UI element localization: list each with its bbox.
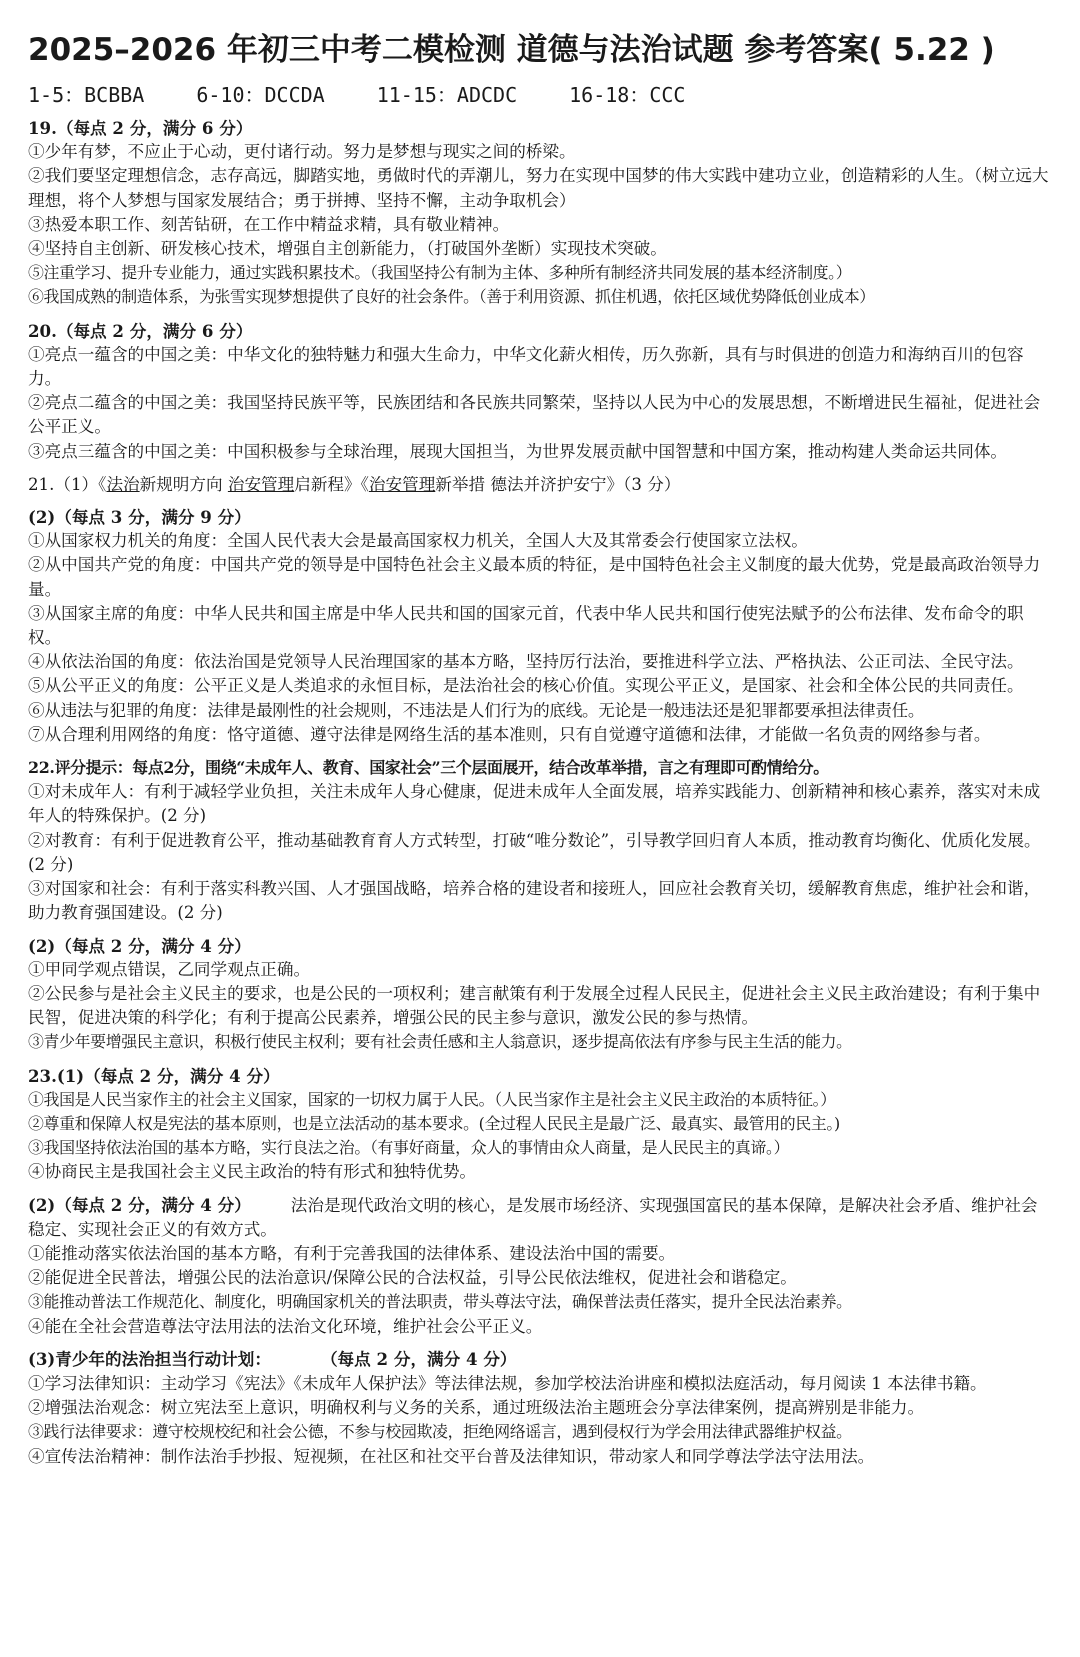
- answer-line: ④宣传法治精神：制作法治手抄报、短视频，在社区和社交平台普及法律知识，带动家人和同学尊法学法守法用法。: [28, 1446, 875, 1466]
- question-19-header: 19.（每点 2 分，满分 6 分）: [28, 118, 253, 138]
- question-21-part1: [28, 473, 1054, 497]
- answer-line: ②能促进全民普法，增强公民的法治意识/保障公民的合法权益，引导公民依法维权，促进社会和谐稳定。: [28, 1268, 797, 1288]
- answer-line: ②对教育：有利于促进教育公平，推动基础教育育人方式转型，打破“唯分数论”，引导教学回归育人本质，推动教育均衡化、优质化发展。(2 分): [28, 830, 1041, 874]
- answer-line: ③亮点三蕴含的中国之美：中国积极参与全球治理，展现大国担当，为世界发展贡献中国智慧和中国方案，推动构建人类命运共同体。: [28, 441, 1008, 461]
- q21-title-text: 新举措 德法并济护安宁》（3 分）: [435, 474, 681, 494]
- answer-line: ①从国家权力机关的角度：全国人民代表大会是最高国家权力机关，全国人大及其常委会行使国家立法权。: [28, 531, 808, 551]
- answer-line: ①亮点一蕴含的中国之美：中华文化的独特魅力和强大生命力，中华文化薪火相传，历久弥新，具有与时俱进的创造力和海纳百川的包容力。: [28, 344, 1024, 389]
- question-21-part2-header: (2)（每点 3 分，满分 9 分）: [28, 507, 251, 528]
- question-22-header: 22.评分提示：每点2分，围绕“未成年人、教育、国家社会”三个层面展开，结合改革举措，言之有理即可酌情给分。: [28, 758, 829, 778]
- question-21-section: [28, 473, 1054, 747]
- answer-line: ②我们要坚定理想信念，志存高远，脚踏实地，勇做时代的弄潮儿，努力在实现中国梦的伟大实践中建功立业，创造精彩的人生。（树立远大理想，将个人梦想与国家发展结合；勇于拼搏、坚持不懈，主动争取机会）: [28, 166, 1049, 210]
- answer-line: ④协商民主是我国社会主义民主政治的特有形式和独特优势。: [28, 1162, 477, 1182]
- q21-part1-prefix: 21.（1）《: [28, 474, 107, 494]
- answer-line: ③我国坚持依法治国的基本方略，实行良法之治。（有事好商量，众人的事情由众人商量，是人民民主的真谛。）: [28, 1138, 790, 1158]
- answer-line: ④从依法治国的角度：依法治国是党领导人民治理国家的基本方略，坚持厉行法治，要推进科学立法、严格执法、公正司法、全民守法。: [28, 652, 1024, 672]
- answer-line: ①学习法律知识：主动学习《宪法》《未成年人保护法》等法律法规，参加学校法治讲座和模拟法庭活动，每月阅读 1 本法律书籍。: [28, 1373, 987, 1393]
- question-20-section: [28, 319, 1054, 464]
- answer-line: ②从中国共产党的角度：中国共产党的领导是中国特色社会主义最本质的特征，是中国特色社会主义制度的最大优势，党是最高政治领导力量。: [28, 555, 1041, 599]
- question-23-header: 23.(1)（每点 2 分，满分 4 分）: [28, 1065, 280, 1086]
- answer-line: ②亮点二蕴含的中国之美：我国坚持民族平等，民族团结和各民族共同繁荣，坚持以人民为中心的发展思想，不断增进民生福祉，促进社会公平正义。: [28, 393, 1041, 437]
- answer-line: ⑥我国成熟的制造体系，为张雪实现梦想提供了良好的社会条件。（善于利用资源、抓住机遇，依托区域优势降低创业成本）: [28, 287, 875, 307]
- question-19-section: [28, 116, 1054, 310]
- question-22-part2-header: (2)（每点 2 分，满分 4 分）: [28, 935, 251, 956]
- answer-line: ①甲同学观点错误，乙同学观点正确。: [28, 959, 311, 979]
- answer-line: ⑤注重学习、提升专业能力，通过实践积累技术。（我国坚持公有制为主体、多种所有制经济共同发展的基本经济制度。）: [28, 263, 852, 283]
- question-20-header: 20.（每点 2 分，满分 6 分）: [28, 320, 253, 341]
- question-23-part3-score: （每点 2 分，满分 4 分）: [320, 1348, 517, 1369]
- answer-line: ③热爱本职工作、刻苦钻研，在工作中精益求精，具有敬业精神。: [28, 214, 510, 234]
- choice-group-4: 16-18：CCC: [569, 83, 686, 107]
- choice-group-3: 11-15：ADCDC: [376, 83, 518, 107]
- question-22-section: [28, 756, 1054, 1054]
- question-23-part2: [28, 1193, 1054, 1242]
- answer-line: ①对未成年人：有利于减轻学业负担，关注未成年人身心健康，促进未成年人全面发展，培养实践能力、创新精神和核心素养，落实对未成年人的特殊保护。(2 分): [28, 782, 1041, 826]
- q21-underlined-text: 法治: [106, 474, 140, 494]
- question-23-part3-header-line: [28, 1347, 1054, 1372]
- answer-line: ⑤从公平正义的角度：公平正义是人类追求的永恒目标，是法治社会的核心价值。实现公平正义，是国家、社会和全体公民的共同责任。: [28, 676, 1024, 696]
- answer-line: ②增强法治观念：树立宪法至上意识，明确权利与义务的关系，通过班级法治主题班会分享法律案例，提高辨别是非能力。: [28, 1398, 925, 1418]
- q21-title-text: 新规明方向: [139, 474, 228, 494]
- choice-group-2: 6-10：DCCDA: [196, 83, 325, 107]
- answer-line: ③践行法律要求：遵守校规校纪和社会公德，不参与校园欺凌，拒绝网络谣言，遇到侵权行为学会用法律武器维护权益。: [28, 1422, 852, 1442]
- choice-group-1: 1-5：BCBBA: [28, 83, 145, 107]
- q21-underlined-text: 治安管理: [227, 474, 295, 494]
- answer-line: ①我国是人民当家作主的社会主义国家，国家的一切权力属于人民。（人民当家作主是社会主义民主政治的本质特征。）: [28, 1089, 836, 1109]
- answer-line: ①少年有梦，不应止于心动，更付诸行动。努力是梦想与现实之间的桥梁。: [28, 142, 576, 162]
- answer-line: ④坚持自主创新、研发核心技术，增强自主创新能力，（打破国外垄断）实现技术突破。: [28, 239, 667, 259]
- q21-title-text: 启新程》《: [294, 474, 369, 494]
- answer-line: ③对国家和社会：有利于落实科教兴国、人才强国战略，培养合格的建设者和接班人，回应社会教育关切，缓解教育焦虑，维护社会和谐，助力教育强国建设。(2 分): [28, 879, 1041, 923]
- question-23-part2-header: (2)（每点 2 分，满分 4 分）: [28, 1194, 251, 1215]
- answer-line: ①能推动落实依法治国的基本方略，有利于完善我国的法律体系、建设法治中国的需要。: [28, 1243, 676, 1263]
- answer-line: ④能在全社会营造尊法守法用法的法治文化环境，维护社会公平正义。: [28, 1316, 543, 1336]
- answer-line: ③能推动普法工作规范化、制度化，明确国家机关的普法职责，带头尊法守法，确保普法责任落实，提升全民法治素养。: [28, 1292, 852, 1312]
- question-23-part3-header: (3)青少年的法治担当行动计划：: [28, 1348, 271, 1369]
- answer-line: ⑥从违法与犯罪的角度：法律是最刚性的社会规则，不违法是人们行为的底线。无论是一般违法还是犯罪都要承担法律责任。: [28, 700, 925, 720]
- answer-line: ③青少年要增强民主意识，积极行使民主权利；要有社会责任感和主人翁意识，逐步提高依法有序参与民主生活的能力。: [28, 1032, 852, 1052]
- answer-line: ③从国家主席的角度：中华人民共和国主席是中华人民共和国的国家元首，代表中华人民共和国行使宪法赋予的公布法律、发布命令的职权。: [28, 603, 1024, 648]
- q21-underlined-text: 治安管理: [368, 474, 436, 494]
- multiple-choice-answers: [28, 80, 1054, 110]
- answer-line: ②公民参与是社会主义民主的要求，也是公民的一项权利；建言献策有利于发展全过程人民民主，促进社会主义民主政治建设；有利于集中民智，促进决策的科学化；有利于提高公民素养，增强公民的民主参与意识，激发公民的参与热情。: [28, 983, 1041, 1028]
- question-23-section: [28, 1064, 1054, 1469]
- question-23-part2-intro: 法治是现代政治文明的核心，是发展市场经济、实现强国富民的基本保障，是解决社会矛盾、维护社会稳定、实现社会正义的有效方式。: [28, 1195, 1038, 1239]
- answer-line: ⑦从合理利用网络的角度：恪守道德、遵守法律是网络生活的基本准则，只有自觉遵守道德和法律，才能做一名负责的网络参与者。: [28, 724, 991, 744]
- page-title: 2025–2026 年初三中考二模检测 道德与法治试题 参考答案( 5.22 ): [28, 32, 995, 68]
- answer-line: ②尊重和保障人权是宪法的基本原则，也是立法活动的基本要求。(全过程人民民主是最广泛、最真实、最管用的民主。): [28, 1113, 840, 1133]
